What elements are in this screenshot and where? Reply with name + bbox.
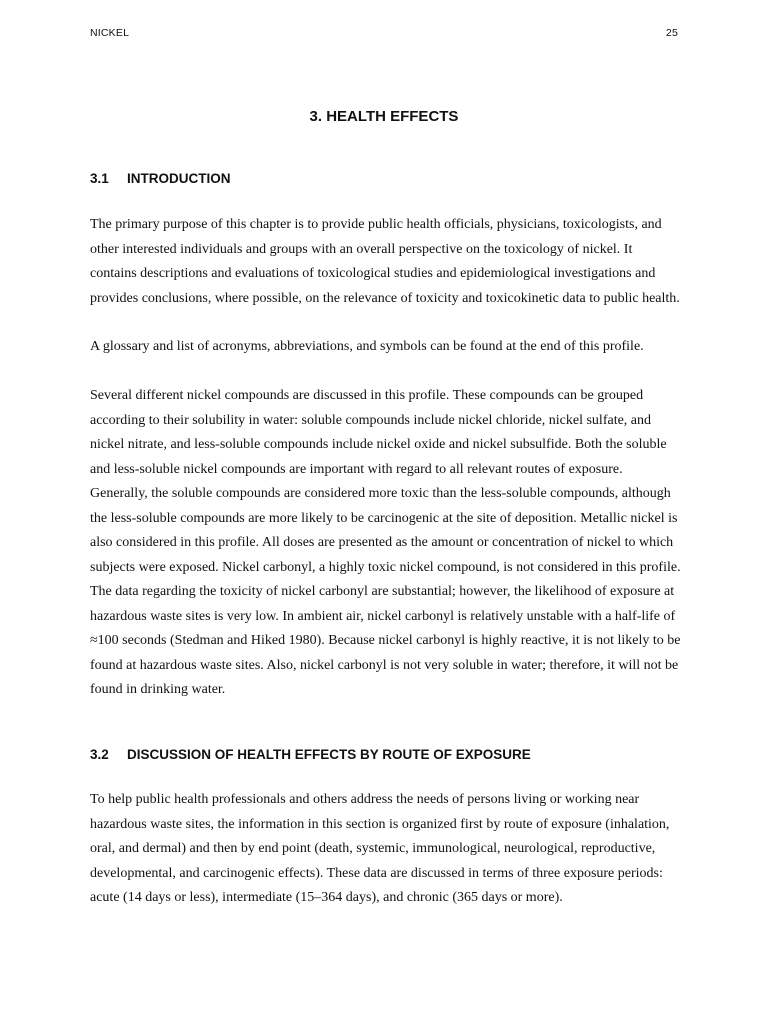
text-line: nickel nitrate, and less-soluble compounds include nickel oxide and nickel subsulfide. Both the soluble xyxy=(90,437,667,452)
text-line: The primary purpose of this chapter is to provide public health officials, physicians, toxicologists, and xyxy=(90,217,662,232)
text-line: hazardous waste sites, the information in this section is organized first by route of exposure (inhalation, xyxy=(90,816,670,832)
paragraph-purpose xyxy=(90,213,680,311)
paragraph-nickel-compounds xyxy=(90,384,680,703)
text-line: hazardous waste sites is very low. In ambient air, nickel carbonyl is relatively unstable with a half-life of xyxy=(90,608,676,624)
section-number: 3.1 xyxy=(90,171,109,186)
section-number: 3.2 xyxy=(90,747,109,762)
text-line: found in drinking water. xyxy=(90,682,226,697)
section-heading-discussion xyxy=(90,747,531,762)
paragraph-glossary xyxy=(90,335,680,360)
text-line: A glossary and list of acronyms, abbreviations, and symbols can be found at the end of this profile. xyxy=(90,339,644,354)
text-line: the less-soluble compounds are more likely to be carcinogenic at the site of deposition. Metallic nickel is xyxy=(90,510,678,526)
section-heading-introduction xyxy=(90,171,231,186)
section-title: INTRODUCTION xyxy=(127,171,231,186)
text-line: provides conclusions, where possible, on the relevance of toxicity and toxicokinetic data to public health. xyxy=(90,290,680,306)
text-line: acute (14 days or less), intermediate (15–364 days), and chronic (365 days or more). xyxy=(90,890,563,905)
chapter-title: 3. HEALTH EFFECTS xyxy=(309,108,459,125)
text-line: other interested individuals and groups with an overall perspective on the toxicology of nickel. It xyxy=(90,241,633,257)
text-line: subjects were exposed. Nickel carbonyl, a highly toxic nickel compound, is not considered in this profile. xyxy=(90,559,681,575)
paragraph-organization xyxy=(90,788,680,911)
text-line: Several different nickel compounds are discussed in this profile. These compounds can be grouped xyxy=(90,388,644,403)
page-number: 25 xyxy=(665,27,678,39)
text-line: found at hazardous waste sites. Also, nickel carbonyl is not very soluble in water; therefore, it will not be xyxy=(90,657,679,673)
text-line: contains descriptions and evaluations of toxicological studies and epidemiological investigations and xyxy=(90,266,656,281)
text-line: developmental, and carcinogenic effects). These data are discussed in terms of three exposure periods: xyxy=(90,865,663,881)
text-line: also considered in this profile. All doses are presented as the amount or concentration of nickel to which xyxy=(90,535,674,550)
text-line: Generally, the soluble compounds are considered more toxic than the less-soluble compounds, although xyxy=(90,486,671,501)
text-line: ≈100 seconds (Stedman and Hiked 1980). Because nickel carbonyl is highly reactive, it is not likely to be xyxy=(90,633,681,648)
text-line: To help public health professionals and others address the needs of persons living or working near xyxy=(90,792,640,807)
text-line: and less-soluble nickel compounds are important with regard to all relevant routes of exposure. xyxy=(90,461,623,477)
text-line: The data regarding the toxicity of nickel carbonyl are substantial; however, the likelihood of exposure at xyxy=(90,584,675,599)
text-line: oral, and dermal) and then by end point (death, systemic, immunological, neurological, reproductive, xyxy=(90,841,656,856)
running-title: NICKEL xyxy=(90,27,130,39)
section-title: DISCUSSION OF HEALTH EFFECTS BY ROUTE OF EXPOSURE xyxy=(127,747,531,762)
text-line: according to their solubility in water: soluble compounds include nickel chloride, nickel sulfate, and xyxy=(90,412,652,428)
